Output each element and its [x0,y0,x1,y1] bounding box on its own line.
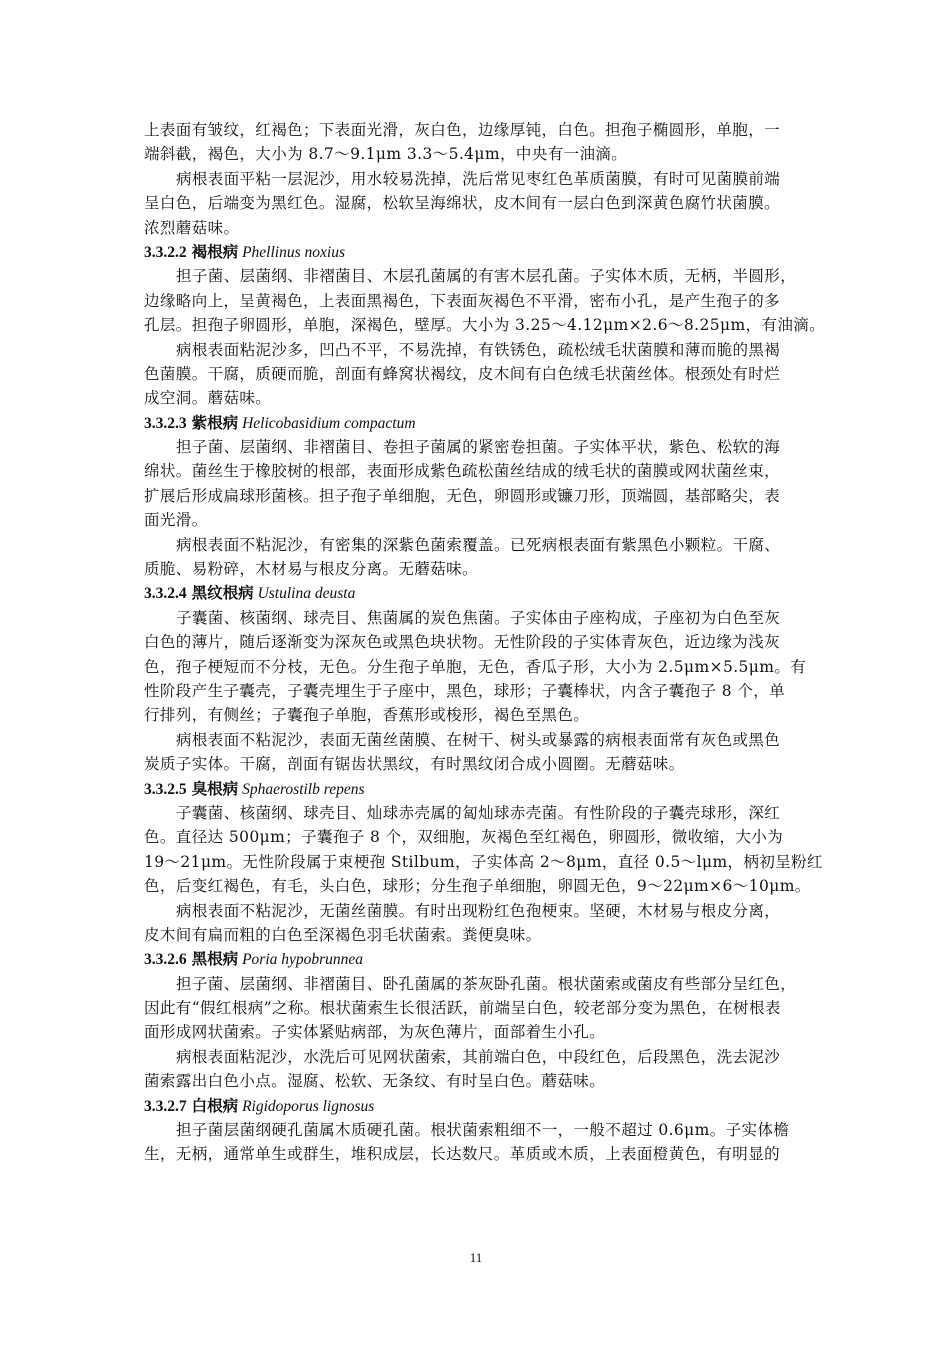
text-line: 孔层。担孢子卵圆形，单胞，深褐色，壁厚。大小为 3.25～4.12μm×2.6～8.25μm，有油滴。 [144,316,826,335]
text-line: 皮木间有扁而粗的白色至深褐色羽毛状菌索。粪便臭味。 [144,925,542,944]
text-line: 病根表面不粘泥沙，无菌丝菌膜。有时出现粉红色孢梗束。坚硬，木材易与根皮分离， [176,901,781,920]
text-line: 呈白色，后端变为黑红色。湿腐，松软呈海绵状，皮木间有一层白色到深黄色腐竹状菌膜。 [144,194,781,213]
text-line: 色菌膜。干腐，质硬而脆，剖面有蜂窝状褐纹，皮木间有白色绒毛状菌丝体。根颈处有时烂 [144,364,781,383]
text-line: 担子菌层菌纲硬孔菌属木质硬孔菌。根状菌索粗细不一，一般不超过 0.6μm。子实体檐 [176,1121,790,1140]
paragraph [144,167,812,240]
scientific-name: Helicobasidium compactum [242,414,416,432]
text-line: 炭质子实体。干腐，剖面有锯齿状黑纹，有时黑纹闭合成小圆圈。无蘑菇味。 [144,755,685,774]
text-line: 色，后变红褐色，有毛，头白色，球形；分生孢子单细胞，卵圆无色，9～22μm×6～10μm。 [144,877,811,896]
section-number: 3.3.2.4 [144,585,187,603]
paragraph [144,435,812,533]
section-number: 3.3.2.5 [144,780,187,798]
paragraph [144,728,812,777]
scientific-name: Phellinus noxius [242,243,345,261]
section-heading [144,240,812,264]
text-line: 色，孢子梗短而不分枝，无色。分生孢子单胞，无色，香瓜子形，大小为 2.5μm×5.5μm。有 [144,657,807,676]
paragraph [144,972,812,1045]
section-title: 臭根病 [191,778,239,798]
text-line: 边缘略向上，呈黄褐色，上表面黑褐色，下表面灰褐色不平滑，密布小孔，是产生孢子的多 [144,291,781,310]
section-title: 黑纹根病 [191,583,254,603]
text-line: 病根表面不粘泥沙，表面无菌丝菌膜、在树干、树头或暴露的病根表面常有灰色或黑色 [176,730,781,749]
section-title: 褐根病 [191,241,239,261]
text-line: 行排列，有侧丝；子囊孢子单胞，香蕉形或梭形，褐色至黑色。 [144,706,590,725]
paragraph [144,801,823,899]
text-line: 性阶段产生子囊壳，子囊壳埋生于子座中，黑色，球形；子囊棒状，内含子囊孢子 8 个，单 [144,681,786,700]
text-line: 面光滑。 [144,511,208,530]
text-line: 浓烈蘑菇味。 [144,218,240,237]
text-line: 扩展后形成扁球形菌核。担子孢子单细胞，无色，卵圆形或镰刀形，顶端圆，基部略尖，表 [144,486,781,505]
text-line: 担子菌、层菌纲、非褶菌目、木层孔菌属的有害木层孔菌。子实体木质，无柄，半圆形， [176,267,797,286]
paragraph [144,118,812,167]
scientific-name: Rigidoporus lignosus [242,1097,375,1115]
page-number: 11 [469,1250,483,1265]
section-number: 3.3.2.6 [144,951,187,969]
section-heading [144,411,812,435]
paragraph [144,899,812,948]
scientific-name: Sphaerostilb repens [242,780,365,798]
paragraph [144,338,812,411]
text-line: 白色的薄片，随后逐渐变为深灰色或黑色块状物。无性阶段的子实体青灰色，近边缘为浅灰 [144,633,781,652]
section-number: 3.3.2.3 [144,414,187,432]
text-line: 因此有“假红根病”之称。根状菌索生长很活跃，前端呈白色，较老部分变为黑色，在树根表 [144,999,781,1018]
section-heading [144,1094,812,1118]
text-line: 病根表面不粘泥沙，有密集的深紫色菌索覆盖。已死病根表面有紫黑色小颗粒。干腐、 [176,535,781,554]
section-number: 3.3.2.2 [144,243,187,261]
text-line: 19～21μm。无性阶段属于束梗孢 Stilbum，子实体高 2～8μm，直径 0.5～lμm，柄初呈粉红 [144,852,823,871]
text-line: 子囊菌、核菌纲、球壳目、灿球赤壳属的匐灿球赤壳菌。有性阶段的子囊壳球形，深红 [176,803,781,822]
section-heading [144,581,812,605]
text-line: 担子菌、层菌纲、非褶菌目、卷担子菌属的紧密卷担菌。子实体平状，紫色、松软的海 [176,438,781,457]
text-line: 上表面有皱纹，红褐色；下表面光滑，灰白色，边缘厚钝，白色。担孢子椭圆形，单胞，一 [144,121,781,139]
text-line: 色。直径达 500μm；子囊孢子 8 个，双细胞，灰褐色至红褐色，卵圆形，微收缩，大小为 [144,828,784,847]
paragraph [144,606,812,728]
section-title: 白根病 [191,1095,239,1115]
text-line: 病根表面粘泥沙多，凹凸不平，不易洗掉，有铁锈色，疏松绒毛状菌膜和薄而脆的黑褐 [176,340,781,359]
text-line: 生，无柄，通常单生或群生，堆积成层，长达数尺。革质或木质，上表面橙黄色，有明显的 [144,1145,781,1164]
section-title: 黑根病 [191,949,239,969]
section-heading [144,947,812,971]
section-title: 紫根病 [191,412,239,432]
paragraph [144,1045,812,1094]
text-line: 病根表面平粘一层泥沙，用水较易洗掉，洗后常见枣红色革质菌膜，有时可见菌膜前端 [176,169,781,188]
paragraph [144,533,812,582]
scientific-name: Ustulina deusta [257,585,356,603]
text-line: 菌索露出白色小点。湿腐、松软、无条纹、有时呈白色。蘑菇味。 [144,1072,606,1091]
scientific-name: Poria hypobrunnea [242,951,364,969]
text-line: 绵状。菌丝生于橡胶树的根部，表面形成紫色疏松菌丝结成的绒毛状的菌膜或网状菌丝束， [144,462,781,481]
text-line: 面形成网状菌索。子实体紧贴病部，为灰色薄片，面部着生小孔。 [144,1023,606,1042]
text-line: 担子菌、层菌纲、非褶菌目、卧孔菌属的茶灰卧孔菌。根状菌索或菌皮有些部分呈红色， [176,974,797,993]
text-line: 成空洞。蘑菇味。 [144,389,272,408]
paragraph [144,264,826,337]
text-line: 端斜截，褐色，大小为 8.7～9.1μm 3.3～5.4μm，中央有一油滴。 [144,145,628,164]
text-line: 子囊菌、核菌纲、球壳目、焦菌属的炭色焦菌。子实体由子座构成，子座初为白色至灰 [176,608,781,627]
section-number: 3.3.2.7 [144,1097,187,1115]
paragraph [144,1118,812,1167]
body-text [144,118,826,1167]
text-line: 病根表面粘泥沙，水洗后可见网状菌索，其前端白色，中段红色，后段黑色，洗去泥沙 [176,1047,781,1066]
section-heading [144,777,812,801]
text-line: 质脆、易粉碎，木材易与根皮分离。无蘑菇味。 [144,560,478,579]
